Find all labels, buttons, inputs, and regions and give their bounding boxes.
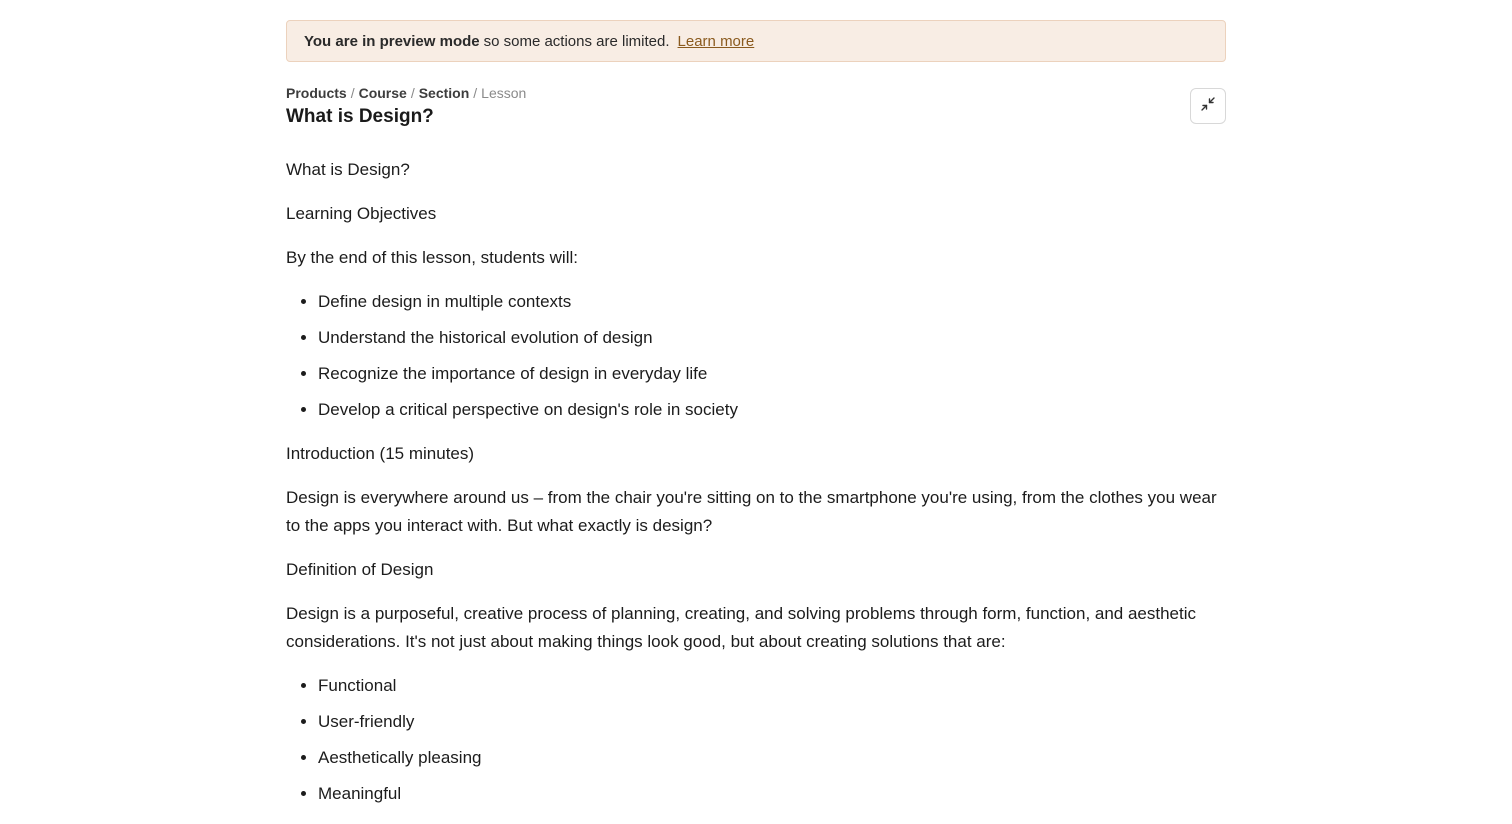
list-item: • Functional: [318, 672, 1226, 700]
objectives-list: [286, 288, 1226, 424]
breadcrumb-products[interactable]: Products: [286, 85, 347, 101]
breadcrumb-course[interactable]: Course: [358, 85, 407, 101]
lesson-header: [286, 84, 1226, 132]
lesson-title: What is Design?: [286, 160, 410, 179]
list-item: • Develop a critical perspective on design's role in society: [318, 396, 1226, 424]
qualities-list: [286, 672, 1226, 808]
breadcrumb-section[interactable]: Section: [418, 85, 470, 101]
objectives-heading: Learning Objectives: [286, 204, 437, 223]
intro-paragraph: Design is everywhere around us – from the chair you're sitting on to the smartphone you're using, from the clothes you wear to the apps you interact with. But what exactly is design?: [286, 488, 1217, 535]
intro-heading: Introduction (15 minutes): [286, 444, 475, 463]
list-item: • User-friendly: [318, 708, 1226, 736]
lesson-content: [286, 156, 1226, 808]
list-item: • Aesthetically pleasing: [318, 744, 1226, 772]
banner-bold-text: You are in preview mode: [304, 32, 480, 50]
preview-mode-banner: [286, 20, 1226, 62]
definition-heading: Definition of Design: [286, 560, 434, 579]
list-item: • Understand the historical evolution of design: [318, 324, 1226, 352]
collapse-button[interactable]: [1190, 88, 1226, 124]
breadcrumb-current: Lesson: [481, 85, 527, 101]
breadcrumb-separator: /: [350, 85, 355, 101]
page-container: [286, 20, 1226, 824]
breadcrumb-separator: /: [410, 85, 415, 101]
list-item: • Meaningful: [318, 780, 1226, 808]
learn-more-link[interactable]: Learn more: [677, 32, 755, 50]
collapse-arrows-icon: [1200, 96, 1216, 117]
banner-text: so some actions are limited.: [483, 32, 670, 50]
breadcrumb-separator: /: [473, 85, 478, 101]
page-title: What is Design?: [286, 106, 434, 127]
list-item: • Define design in multiple contexts: [318, 288, 1226, 316]
objectives-intro: By the end of this lesson, students will:: [286, 248, 578, 267]
breadcrumb: [286, 84, 1226, 102]
list-item: • Recognize the importance of design in everyday life: [318, 360, 1226, 388]
definition-paragraph: Design is a purposeful, creative process of planning, creating, and solving problems through form, function, and aesthetic considerations. It's not just about making things look good, but about creating solutions that are:: [286, 604, 1197, 651]
